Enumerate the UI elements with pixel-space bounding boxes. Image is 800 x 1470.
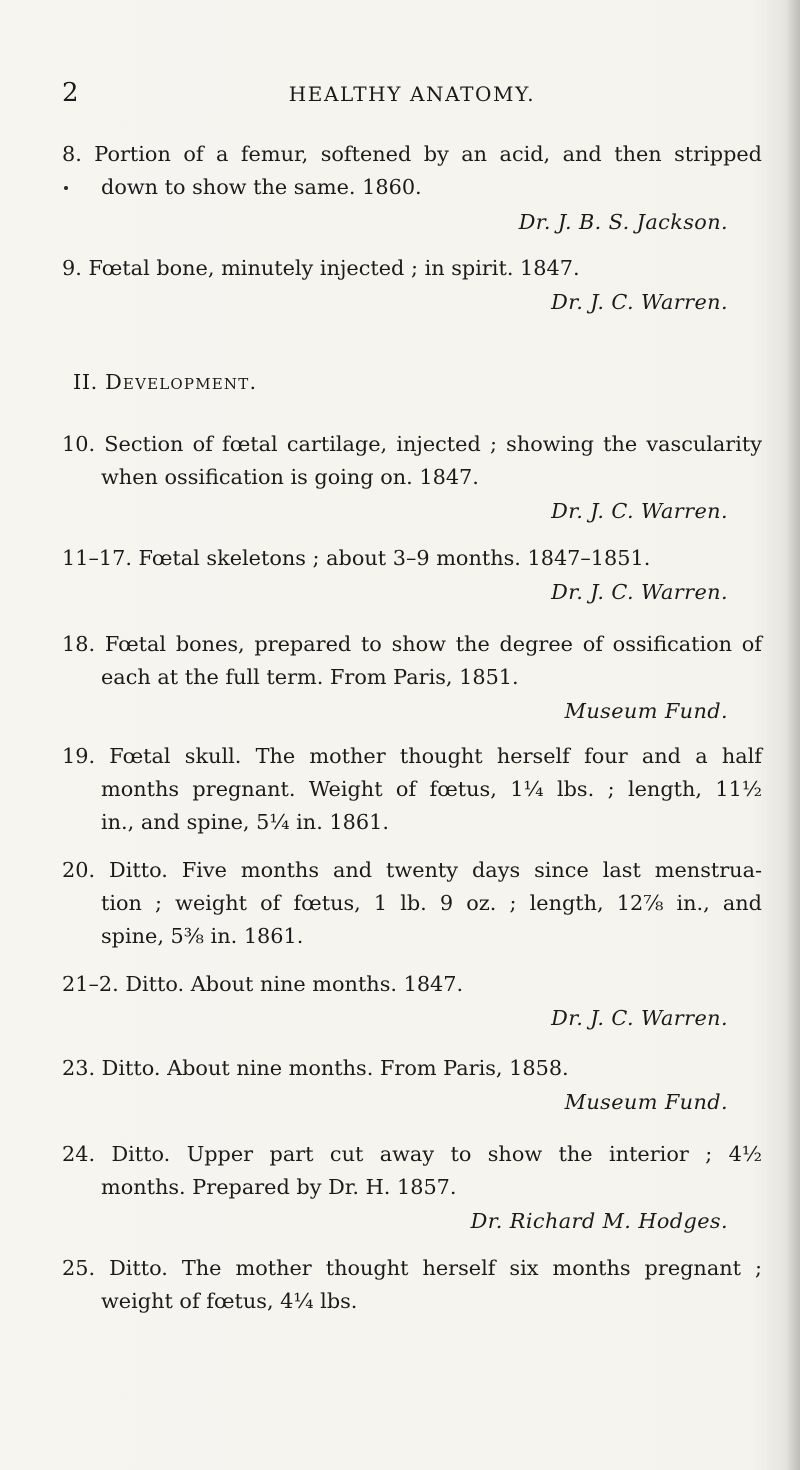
entry-line: months. Prepared by Dr. H. 1857. [101,1175,457,1199]
donor-attribution: Dr. J. C. Warren. [551,290,728,314]
donor-attribution: Dr. J. C. Warren. [551,1006,728,1030]
entry-line: spine, 5⅜ in. 1861. [101,924,304,948]
donor-attribution: Museum Fund. [564,1090,728,1114]
entry-line: 24. Ditto. Upper part cut away to show the interior ; 4½ [62,1142,762,1166]
entry-line: tion ; weight of fœtus, 1 lb. 9 oz. ; length, 12⅞ in., and [101,891,762,915]
entry-line: down to show the same. 1860. [101,175,422,199]
donor-attribution: Dr. J. C. Warren. [551,499,728,523]
entry-line: weight of fœtus, 4¼ lbs. [101,1289,358,1313]
page-number: 2 [62,78,79,108]
entry-line: 8. Portion of a femur, softened by an acid, and then stripped [62,142,762,166]
entry-line: 23. Ditto. About nine months. From Paris, 1858. [62,1056,569,1080]
section-name: Development. [105,370,258,394]
entry-line: months pregnant. Weight of fœtus, 1¼ lbs. ; length, 11½ [101,777,762,801]
entry-line: 9. Fœtal bone, minutely injected ; in spirit. 1847. [62,256,580,280]
stray-mark [64,186,68,190]
section-title [73,366,257,398]
entry-line: 19. Fœtal skull. The mother thought herself four and a half [62,744,762,768]
entry-line: 10. Section of fœtal cartilage, injected ; showing the vascularity [62,432,762,456]
page-edge-shadow [786,0,800,1470]
donor-attribution: Dr. J. B. S. Jackson. [518,210,728,234]
entry-line: 20. Ditto. Five months and twenty days since last menstrua- [62,858,762,882]
donor-attribution: Dr. J. C. Warren. [551,580,728,604]
entry-line: 18. Fœtal bones, prepared to show the degree of ossification of [62,632,762,656]
page-header [62,78,762,108]
entry-line: 25. Ditto. The mother thought herself six months pregnant ; [62,1256,762,1280]
entry-line: 11–17. Fœtal skeletons ; about 3–9 months. 1847–1851. [62,546,651,570]
running-head: HEALTHY ANATOMY. [288,82,536,106]
entry-line: 21–2. Ditto. About nine months. 1847. [62,972,464,996]
donor-attribution: Museum Fund. [564,699,728,723]
entry-line: when ossification is going on. 1847. [101,465,479,489]
section-numeral: II. [73,370,98,394]
donor-attribution: Dr. Richard M. Hodges. [470,1209,728,1233]
entry-line: in., and spine, 5¼ in. 1861. [101,810,389,834]
entry-line: each at the full term. From Paris, 1851. [101,665,519,689]
